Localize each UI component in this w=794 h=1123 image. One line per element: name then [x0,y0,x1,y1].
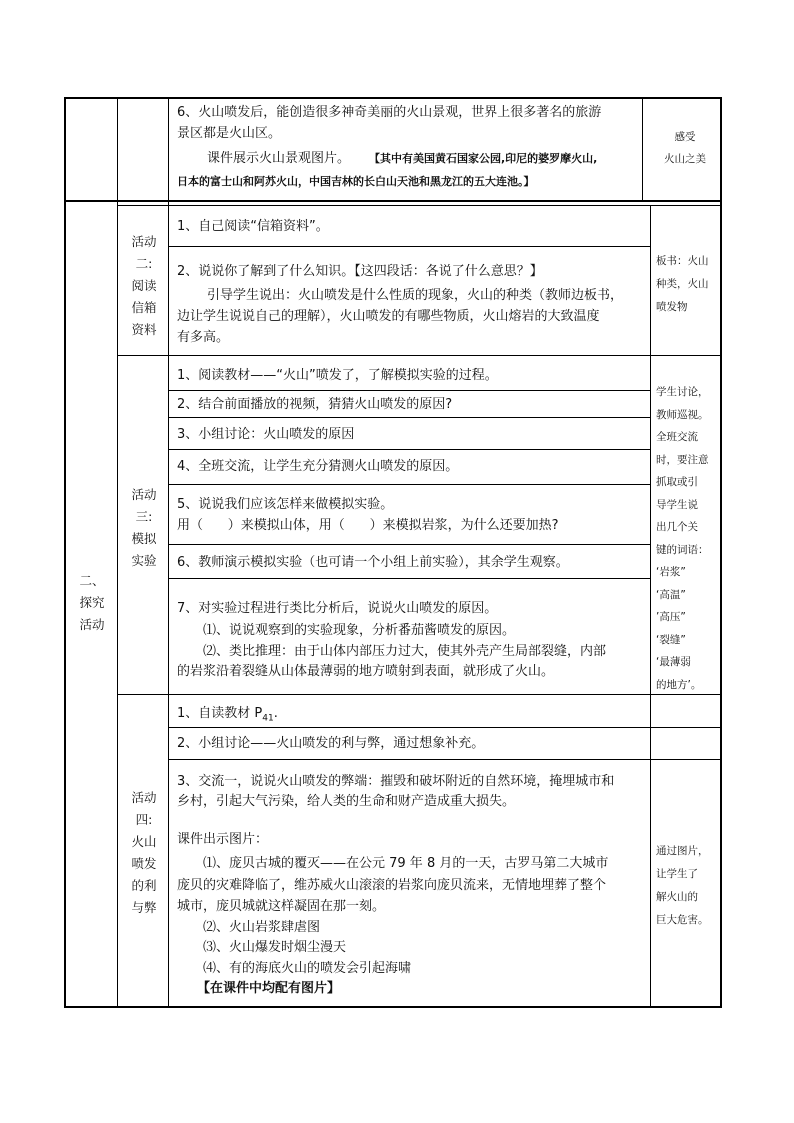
step: 1、阅读教材——“火山”喷发了，了解模拟实验的过程。 [177,368,498,383]
activity-label: 活动 三: 模拟 实验 [131,487,157,568]
bracket-note: 【其中有美国黄石国家公园,印尼的婆罗摩火山, [369,152,598,165]
step: 1、自己阅读“信箱资料”。 [177,219,329,234]
step: 3、交流一，说说火山喷发的弊端：摧毁和破坏附近的自然环境，掩埋城市和 [177,774,615,789]
teaching-note: 通过图片， 让学生了 解火山的 巨大危害。 [656,845,709,926]
bracket-note: 【在课件中均配有图片】 [197,981,341,996]
step: 2、结合前面播放的视频，猜猜火山喷发的原因? [177,397,453,412]
step: 2、小组讨论——火山喷发的利与弊，通过想象补充。 [177,736,485,751]
step-detail: ⑴、庞贝古城的覆灭——在公元 79 年 8 月的一天，古罗马第二大城市 [203,856,609,871]
step: 2、说说你了解到了什么知识。【这四段话：各说了什么意思？】 [177,264,543,279]
step: 乡村，引起大气污染，给人类的生命和财产造成重大损失。 [177,794,516,809]
teaching-note: 板书：火山 种类，火山 喷发物 [656,255,709,313]
teaching-note: 学生讨论， 教师巡视。 全班交流 时，要注意 抓取或引 导学生说 出几个关 键的词语： ‘岩浆” ‘高温” ’高压” ‘裂缝” ‘最薄弱 的地方’。 [656,386,709,691]
step-detail: ⑶、火山爆发时烟尘漫天 [203,940,347,955]
step: 课件出示图片： [177,832,269,847]
step-detail: ⑷、有的海底火山的喷发会引起海啸 [203,961,412,976]
step-detail: 的岩浆沿着裂缝从山体最薄弱的地方喷射到表面，就形成了火山。 [177,664,555,679]
step-detail: 边让学生说说自己的理解），火山喷发的有哪些物质，火山熔岩的大致温度 [177,309,600,324]
step: 1、自读教材 $P_{41}$. [177,706,278,724]
paragraph: 6、火山喷发后，能创造很多神奇美丽的火山景观，世界上很多著名的旅游 [177,105,602,120]
step-detail: 庞贝的灾难降临了，维苏威火山滚滚的岩浆向庞贝流来，无情地埋葬了整个 [177,878,607,893]
paragraph: 课件展示火山景观图片。 [207,151,351,166]
bracket-note: 日本的富士山和阿苏火山，中国吉林的长白山天池和黑龙江的五大连池。】 [177,175,535,188]
paragraph: 景区都是火山区。 [177,126,282,141]
step-detail: ⑴、说说观察到的实验现象，分析番茄酱喷发的原因。 [203,623,516,638]
activity-label: 活动 二: 阅读 信箱 资料 [131,234,157,337]
step-detail: 有多高。 [177,330,230,345]
step: 4、全班交流，让学生充分猜测火山喷发的原因。 [177,459,459,474]
step-detail: ⑵、火山岩浆肆虐图 [203,920,321,935]
step: 5、说说我们应该怎样来做模拟实验。 [177,497,394,512]
step: 7、对实验过程进行类比分析后，说说火山喷发的原因。 [177,601,498,616]
teaching-note: 感受 火山之美 [664,131,706,165]
step: 用（ ）来模拟山体，用（ ）来模拟岩浆，为什么还要加热? [177,518,559,533]
activity-label: 活动 四: 火山 喷发 的利 与弊 [131,790,157,915]
step-detail: ⑵、类比推理：由于山体内部压力过大，使其外壳产生局部裂缝，内部 [203,644,607,659]
step-detail: 城市，庞贝城就这样凝固在那一刻。 [177,899,386,914]
step: 3、小组讨论：火山喷发的原因 [177,427,355,442]
step: 6、教师演示模拟实验（也可请一个小组上前实验），其余学生观察。 [177,555,569,570]
stage-label: 二、 探究 活动 [79,573,105,632]
step-detail: 引导学生说出：火山喷发是什么性质的现象，火山的种类（教师边板书， [207,288,624,303]
